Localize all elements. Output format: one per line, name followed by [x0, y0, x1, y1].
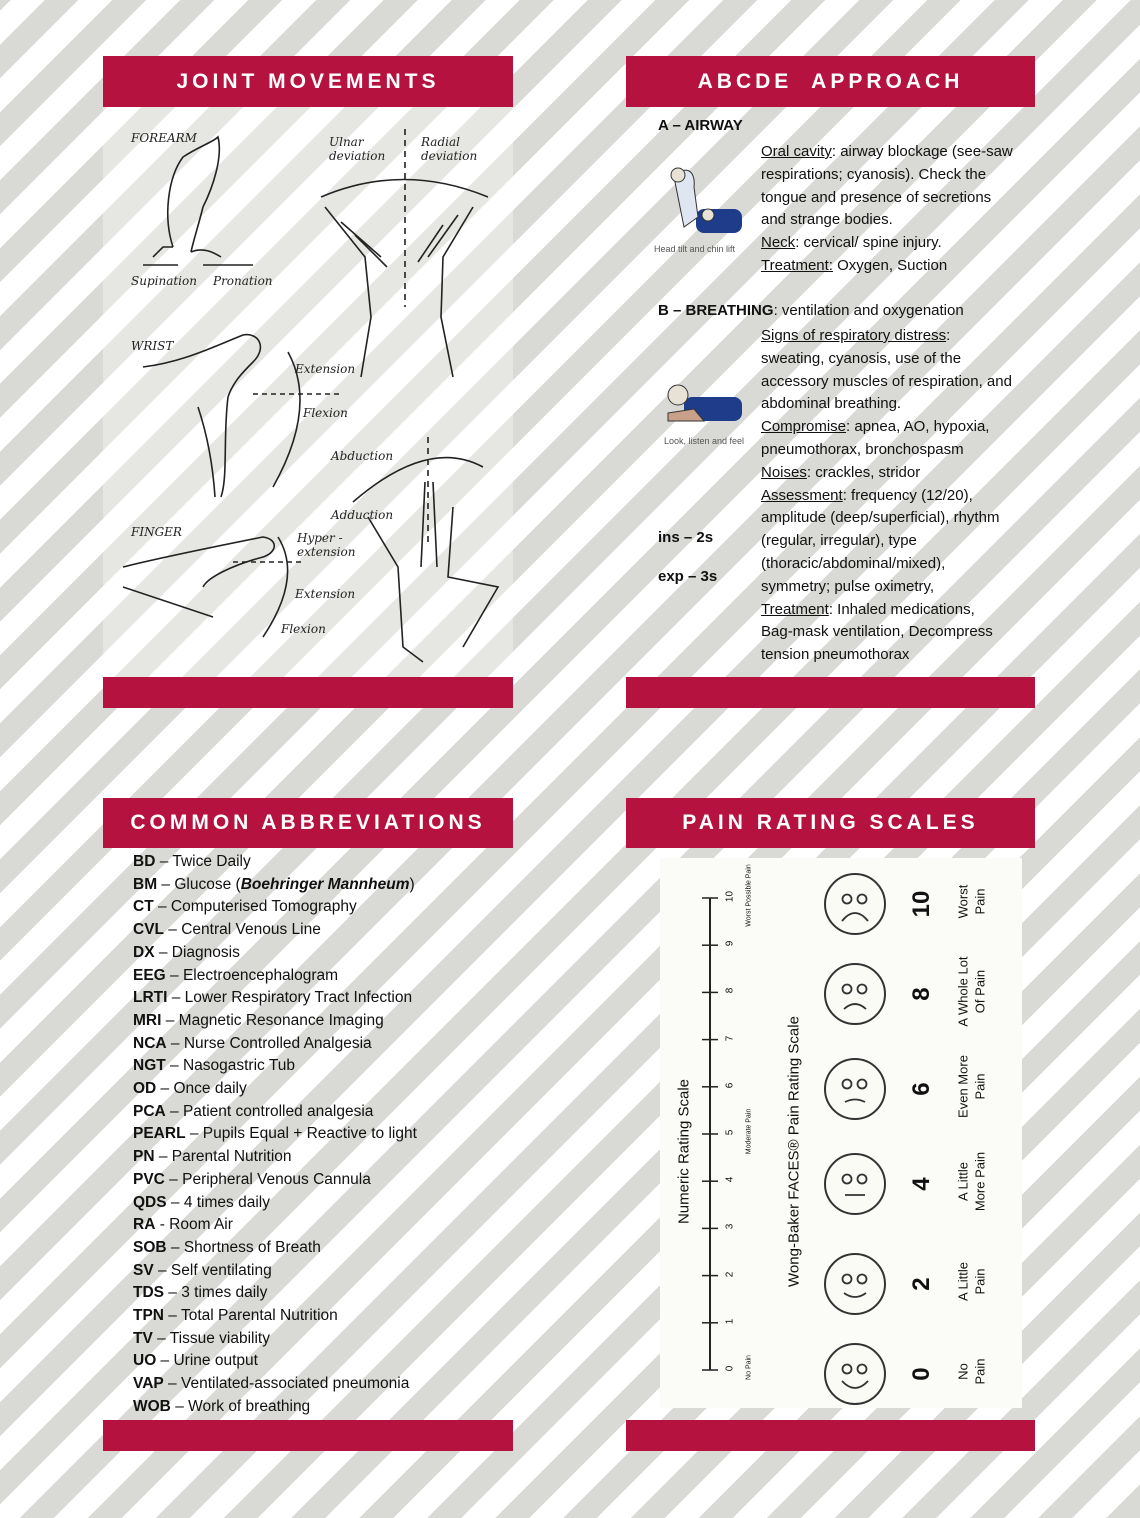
b-line: [761, 416, 1033, 439]
inspiration-time: ins – 2s: [658, 529, 714, 546]
numeric-tick-label: 0: [724, 1365, 736, 1372]
abbreviation-item: [133, 1260, 513, 1283]
b-line-text: tension pneumothorax: [761, 646, 910, 664]
abbreviation-separator: –: [153, 898, 171, 916]
b-line-text: (thoracic/abdominal/mixed),: [761, 554, 946, 572]
abbreviation-item: [133, 919, 513, 942]
numeric-tick-label: 3: [724, 1224, 736, 1230]
a-line: [761, 232, 1033, 255]
abduction-arc: [353, 458, 483, 502]
breathing-image-caption: Look, listen and feel: [664, 436, 745, 446]
abbreviation-separator: –: [161, 1011, 179, 1029]
abbreviation-item: [133, 1101, 513, 1124]
b-line-text: (regular, irregular), type: [761, 532, 917, 550]
abbreviation-meaning: Magnetic Resonance Imaging: [178, 1011, 384, 1029]
pain-scales-panel: [626, 848, 1035, 1420]
left-hand-sketch: [325, 207, 371, 377]
abbreviation-code: TPN: [133, 1307, 164, 1325]
abbreviation-item: [133, 1033, 513, 1056]
abbreviation-code: BD: [133, 853, 156, 870]
faces-scale-title: Wong-Baker FACES® Pain Rating Scale: [785, 1016, 803, 1287]
pain-face-score: 2: [908, 1277, 935, 1291]
abbreviation-item: [133, 1282, 513, 1305]
abbreviation-item: [133, 1010, 513, 1033]
abbreviation-separator: –: [165, 966, 183, 984]
abbreviation-separator: –: [154, 1148, 172, 1166]
supination-label: Supination: [131, 274, 197, 288]
abbreviation-item: [133, 896, 513, 919]
abbreviation-code: PEARL: [133, 1125, 186, 1143]
pain-face-score: 0: [908, 1367, 935, 1381]
b-line-text: : Inhaled medications,: [828, 600, 975, 618]
abbreviation-item: [133, 1350, 513, 1373]
pain-face-label: Pain: [972, 1073, 988, 1100]
pain-scales-title: PAIN RATING SCALES: [682, 811, 979, 834]
a-line-text: respirations; cyanosis). Check the: [761, 165, 987, 183]
a-line: [761, 209, 1033, 232]
abbreviation-separator: –: [165, 1102, 183, 1120]
joint-movements-footer: [103, 677, 513, 708]
a-line-key: Oral cavity: [761, 143, 832, 160]
abbreviation-meaning-tail: ): [409, 875, 415, 893]
abbreviation-separator: –: [167, 989, 185, 1007]
b-line-text: symmetry; pulse oximetry,: [761, 577, 935, 595]
abbreviation-separator: –: [164, 1284, 182, 1302]
airway-image: [654, 157, 744, 254]
abbreviation-item: [133, 1328, 513, 1351]
numeric-scale-title: Numeric Rating Scale: [675, 1078, 693, 1225]
b-line-text: amplitude (deep/superficial), rhythm: [761, 509, 1000, 527]
abbreviation-item: [133, 1237, 513, 1260]
pain-face-0: [824, 1343, 886, 1405]
a-line-text: : cervical/ spine injury.: [795, 234, 942, 252]
pain-face-label: A Little: [955, 1161, 971, 1202]
abbreviation-meaning: Nasogastric Tub: [182, 1057, 295, 1075]
b-line-text: abdominal breathing.: [761, 395, 902, 413]
abcde-panel: [626, 107, 1035, 677]
abbreviation-code: VAP: [133, 1375, 164, 1393]
abbreviations-list: [133, 851, 513, 1419]
abbreviation-separator: –: [154, 943, 172, 961]
forearm-label: FOREARM: [131, 131, 197, 145]
abbreviation-meaning: Pupils Equal + Reactive to light: [202, 1125, 417, 1143]
abbreviation-code: LRTI: [133, 989, 168, 1007]
abbreviation-separator: –: [185, 1125, 203, 1143]
joint-illustrations: [103, 107, 513, 677]
abbreviation-meaning: Central Venous Line: [181, 921, 321, 939]
abbreviation-meaning: Lower Respiratory Tract Infection: [184, 989, 413, 1007]
abbreviation-code: SOB: [133, 1238, 167, 1256]
abbreviation-meaning: Nurse Controlled Analgesia: [183, 1034, 372, 1052]
abbreviation-separator: –: [157, 875, 175, 893]
abbreviation-item: [133, 1146, 513, 1169]
abbreviation-separator: –: [166, 1193, 184, 1211]
b-line-text: sweating, cyanosis, use of the: [761, 349, 962, 367]
pain-face-score: 6: [908, 1082, 935, 1096]
abbreviation-meaning: Urine output: [173, 1352, 258, 1370]
numeric-tick-descriptor: Worst Possible Pain: [745, 864, 753, 927]
abbreviation-meaning: Work of breathing: [188, 1397, 311, 1415]
abbreviation-item: [133, 1192, 513, 1215]
breathing-heading-rest: : ventilation and oxygenation: [773, 302, 964, 319]
b-line: [761, 485, 1033, 508]
abbreviation-item: [133, 1169, 513, 1192]
wrist-label: WRIST: [131, 339, 174, 353]
abbreviation-code: PCA: [133, 1102, 166, 1120]
b-line: [761, 576, 1033, 599]
abbreviation-code: PN: [133, 1148, 155, 1166]
abbreviation-separator: -: [155, 1216, 170, 1234]
a-line: [761, 187, 1033, 210]
radial-deviation-label: Radial deviation: [421, 135, 478, 163]
airway-image-caption: Head tilt and chin lift: [654, 244, 736, 254]
abbreviation-item: [133, 1123, 513, 1146]
abbreviations-footer: [103, 1420, 513, 1451]
b-line: [761, 371, 1033, 394]
abduction-label: Abduction: [331, 449, 394, 463]
abbreviation-meaning: Total Parental Nutrition: [180, 1307, 338, 1325]
abbreviation-code: WOB: [133, 1397, 171, 1415]
abbreviation-separator: –: [153, 1261, 171, 1279]
pain-face-label: No: [955, 1363, 971, 1380]
b-line: [761, 507, 1033, 530]
abbreviation-meaning: Peripheral Venous Cannula: [182, 1170, 371, 1188]
abbreviation-code: MRI: [133, 1011, 162, 1029]
abbreviation-item: [133, 987, 513, 1010]
abbreviation-separator: –: [164, 921, 182, 939]
abbreviation-code: PVC: [133, 1170, 165, 1188]
pain-face-2: [824, 1253, 886, 1315]
abbreviation-item: [133, 1055, 513, 1078]
b-line: [761, 530, 1033, 553]
b-line: [761, 553, 1033, 576]
abbreviation-code: CT: [133, 898, 154, 916]
pain-face-label: Worst: [955, 884, 971, 919]
b-line: [761, 325, 1033, 348]
wrist-sketch: [143, 335, 260, 497]
b-line-text: : apnea, AO, hypoxia,: [846, 418, 990, 436]
a-line-text: tongue and presence of secretions: [761, 188, 992, 206]
abbreviation-code: TDS: [133, 1284, 164, 1302]
abbreviation-meaning: Twice Daily: [172, 853, 251, 870]
joint-movements-header: [103, 56, 513, 107]
breathing-heading-line: [658, 302, 964, 319]
b-line-key: Noises: [761, 463, 807, 481]
finger-flexion-label: Flexion: [281, 622, 326, 636]
a-line-key: Neck: [761, 234, 796, 252]
airway-details: [761, 141, 1033, 278]
abbreviation-meaning: 4 times daily: [183, 1193, 270, 1211]
abbreviation-meaning: Electroencephalogram: [182, 966, 339, 984]
abbreviation-separator: –: [156, 1080, 174, 1098]
abbreviation-separator: –: [164, 1170, 183, 1188]
numeric-tick-label: 9: [724, 940, 736, 947]
abbreviation-separator: –: [152, 1329, 170, 1347]
b-line-text: :: [946, 327, 951, 344]
numeric-tick-label: 2: [724, 1271, 736, 1277]
abbreviation-separator: –: [164, 1307, 181, 1325]
abbreviation-code: NGT: [133, 1057, 166, 1075]
b-line-key: Treatment: [761, 600, 829, 618]
abbreviation-separator: –: [170, 1397, 189, 1415]
a-line-text: and strange bodies.: [761, 211, 893, 229]
abbreviation-meaning: Shortness of Breath: [183, 1238, 321, 1256]
b-line: [761, 348, 1033, 371]
abbreviation-separator: –: [163, 1375, 181, 1393]
abbreviation-separator: –: [166, 1034, 184, 1052]
numeric-tick-label: 6: [724, 1082, 736, 1089]
pain-face-label: More Pain: [972, 1151, 988, 1212]
b-line-text: : frequency (12/20),: [842, 486, 973, 504]
b-line: [761, 439, 1033, 462]
abbreviation-meaning: Diagnosis: [171, 943, 240, 961]
b-line-key: Signs of respiratory distress: [761, 327, 947, 344]
expiration-time: exp – 3s: [658, 568, 718, 585]
wrist-arc: [273, 352, 300, 487]
numeric-tick-label: 4: [724, 1176, 736, 1183]
pain-face-label: Even More: [955, 1055, 971, 1118]
b-line-text: : crackles, stridor: [806, 463, 921, 481]
abbreviation-code: DX: [133, 943, 155, 961]
pain-face-score: 10: [908, 890, 935, 918]
abbreviation-code: SV: [133, 1261, 154, 1279]
pain-scales-header: [626, 798, 1035, 848]
finger-label: FINGER: [131, 525, 182, 539]
a-line-key: Treatment:: [761, 256, 833, 274]
abbreviation-meaning: Glucose (: [174, 875, 241, 893]
b-line: [761, 393, 1033, 416]
spread-hand-sketch: [368, 517, 423, 662]
ulnar-deviation-label: Ulnar deviation: [329, 135, 386, 163]
joint-movements-title: JOINT MOVEMENTS: [176, 69, 440, 93]
abbreviation-code: QDS: [133, 1193, 167, 1211]
pain-face-4: [824, 1153, 886, 1215]
pronation-label: Pronation: [213, 274, 273, 288]
abbreviation-separator: –: [156, 1352, 174, 1370]
abbreviation-item: [133, 965, 513, 988]
abcde-header: [626, 56, 1035, 107]
abbreviation-item: [133, 1305, 513, 1328]
abbreviation-code: RA: [133, 1216, 156, 1234]
abbreviations-title: COMMON ABBREVIATIONS: [130, 811, 486, 834]
forearm-sketch: [168, 137, 220, 252]
numeric-tick-descriptor: Moderate Pain: [745, 1108, 753, 1155]
a-line: [761, 255, 1033, 278]
a-line: [761, 141, 1033, 164]
breathing-heading: B – BREATHING: [658, 302, 774, 319]
a-line-text: Oxygen, Suction: [832, 256, 948, 274]
b-line-key: Compromise: [761, 418, 847, 436]
pain-face-8: [824, 963, 886, 1025]
abbreviation-code: BM: [133, 875, 158, 893]
abbreviation-code: TV: [133, 1329, 153, 1347]
pain-face-score: 4: [908, 1177, 935, 1191]
numeric-tick-label: 10: [724, 890, 736, 903]
finger-extension-label: Extension: [295, 587, 356, 601]
b-line-text: Bag-mask ventilation, Decompress: [761, 623, 993, 641]
a-line-text: : airway blockage (see-saw: [831, 143, 1013, 160]
abbreviation-code: UO: [133, 1352, 157, 1370]
abbreviation-separator: –: [165, 1057, 183, 1075]
abbreviation-item: [133, 1396, 513, 1419]
pain-face-label: A Little: [955, 1261, 971, 1302]
pain-face-label: Of Pain: [972, 969, 988, 1014]
joint-movements-panel: [103, 107, 513, 677]
pain-face-label: Pain: [972, 1358, 988, 1385]
abbreviation-meaning: Parental Nutrition: [171, 1148, 292, 1166]
b-line-text: pneumothorax, bronchospasm: [761, 440, 964, 458]
abbreviations-header: [103, 798, 513, 848]
abbreviation-meaning: Room Air: [169, 1216, 233, 1234]
abbreviation-code: OD: [133, 1080, 157, 1098]
abbreviation-meaning: 3 times daily: [181, 1284, 268, 1302]
abbreviation-code: EEG: [133, 966, 166, 984]
breathing-details: [761, 325, 1033, 667]
abbreviation-item: [133, 1214, 513, 1237]
b-line: [761, 644, 1033, 667]
b-line: [761, 462, 1033, 485]
abbreviation-meaning: Computerised Tomography: [170, 898, 357, 916]
abbreviation-meaning: Tissue viability: [169, 1329, 270, 1347]
abbreviation-item: [133, 1373, 513, 1396]
numeric-tick-label: 5: [724, 1129, 736, 1136]
pain-face-label: Pain: [972, 1268, 988, 1295]
a-line: [761, 164, 1033, 187]
abbreviation-code: NCA: [133, 1034, 167, 1052]
hyperextension-label: Hyper - extension: [297, 531, 356, 559]
abbreviation-separator: –: [166, 1238, 184, 1256]
breathing-image: [664, 369, 744, 449]
abbreviation-meaning: Once daily: [173, 1080, 247, 1098]
pain-face-10: [824, 873, 886, 935]
numeric-tick-label: 8: [724, 988, 736, 994]
pain-face-score: 8: [908, 987, 935, 1001]
pain-face-label: A Whole Lot: [955, 956, 971, 1027]
abcde-title: ABCDE APPROACH: [697, 69, 964, 93]
pain-face-label: Pain: [972, 888, 988, 915]
finger-arc: [263, 537, 288, 637]
abbreviation-meaning-emphasis: Boehringer Mannheum: [240, 875, 410, 893]
abbreviation-item: [133, 874, 513, 897]
abbreviation-separator: –: [155, 853, 173, 870]
b-line: [761, 621, 1033, 644]
abbreviation-meaning: Ventilated-associated pneumonia: [180, 1375, 410, 1393]
abcde-footer: [626, 677, 1035, 708]
abbreviation-meaning: Self ventilating: [170, 1261, 272, 1279]
adduction-label: Adduction: [331, 508, 394, 522]
numeric-tick-descriptor: No Pain: [745, 1355, 753, 1380]
airway-heading: A – AIRWAY: [658, 117, 743, 134]
b-line: [761, 599, 1033, 622]
wrist-extension-label: Extension: [295, 362, 356, 376]
abbreviation-meaning: Patient controlled analgesia: [182, 1102, 374, 1120]
b-line-text: accessory muscles of respiration, and: [761, 372, 1012, 390]
abbreviation-item: [133, 851, 513, 874]
abbreviation-item: [133, 942, 513, 965]
abbreviation-item: [133, 1078, 513, 1101]
abbreviation-code: CVL: [133, 921, 164, 939]
numeric-tick-label: 7: [724, 1035, 736, 1041]
pain-face-6: [824, 1058, 886, 1120]
wrist-flexion-label: Flexion: [303, 406, 348, 420]
pain-scales-footer: [626, 1420, 1035, 1451]
numeric-tick-label: 1: [724, 1318, 736, 1325]
b-line-key: Assessment: [761, 486, 843, 504]
